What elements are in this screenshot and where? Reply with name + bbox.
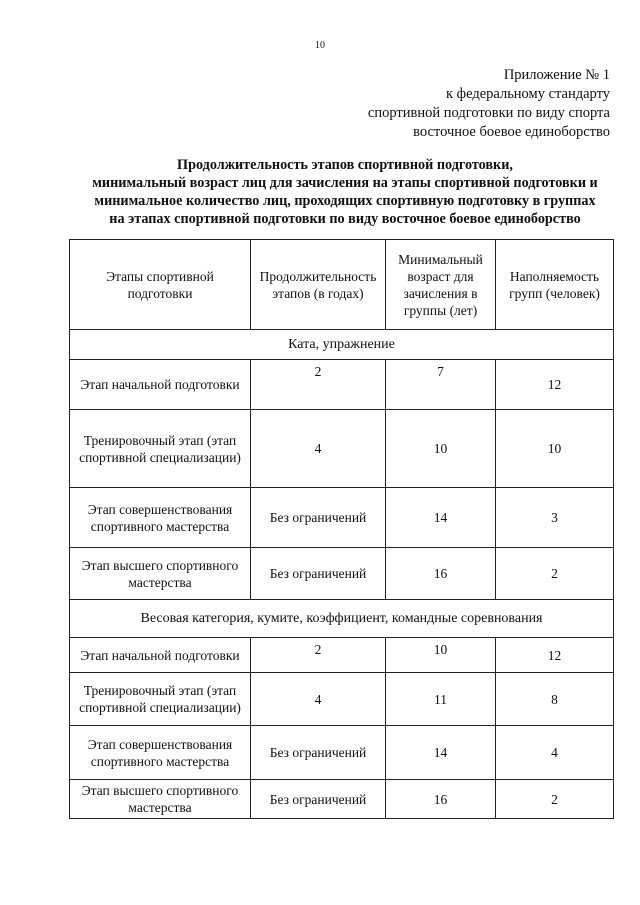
- table-row: [70, 673, 614, 726]
- cell-group-size: 4: [496, 726, 614, 780]
- cell-duration: Без ограничений: [251, 548, 386, 600]
- appendix-line: восточное боевое единоборство: [413, 124, 610, 140]
- table-row: [70, 780, 614, 819]
- cell-stage: Тренировочный этап (этап спортивной специализации): [70, 673, 251, 726]
- table-row: [70, 360, 614, 410]
- title-line: минимальное количество лиц, проходящих спортивную подготовку в группах: [94, 193, 596, 209]
- cell-group-size: 12: [496, 360, 614, 410]
- cell-stage: Этап начальной подготовки: [70, 638, 251, 673]
- cell-group-size: 2: [496, 548, 614, 600]
- cell-min-age: 10: [386, 638, 496, 673]
- section-title: Ката, упражнение: [70, 330, 614, 360]
- section-row: [70, 330, 614, 360]
- table-row: [70, 638, 614, 673]
- header-min-age: Минимальный возраст для зачисления в группы (лет): [386, 240, 496, 330]
- cell-stage: Этап высшего спортивного мастерства: [70, 780, 251, 819]
- cell-stage: Этап совершенствования спортивного мастерства: [70, 726, 251, 780]
- cell-stage: Этап высшего спортивного мастерства: [70, 548, 251, 600]
- table-row: [70, 410, 614, 488]
- section-row: [70, 600, 614, 638]
- appendix-line: к федеральному стандарту: [446, 86, 610, 102]
- cell-group-size: 3: [496, 488, 614, 548]
- cell-duration: 4: [251, 410, 386, 488]
- cell-min-age: 14: [386, 488, 496, 548]
- cell-group-size: 12: [496, 638, 614, 673]
- cell-group-size: 8: [496, 673, 614, 726]
- header-stage: Этапы спортивной подготовки: [70, 240, 251, 330]
- cell-stage: Этап начальной подготовки: [70, 360, 251, 410]
- header-duration: Продолжительность этапов (в годах): [251, 240, 386, 330]
- table-row: [70, 726, 614, 780]
- table-header-row: [70, 240, 614, 330]
- appendix-block: [280, 66, 610, 142]
- table-row: [70, 548, 614, 600]
- training-stages-table: [69, 239, 614, 819]
- cell-min-age: 16: [386, 548, 496, 600]
- title-line: Продолжительность этапов спортивной подготовки,: [177, 157, 513, 173]
- cell-min-age: 7: [386, 360, 496, 410]
- cell-duration: 4: [251, 673, 386, 726]
- cell-duration: Без ограничений: [251, 488, 386, 548]
- cell-group-size: 10: [496, 410, 614, 488]
- header-group-size: Наполняемость групп (человек): [496, 240, 614, 330]
- cell-duration: Без ограничений: [251, 780, 386, 819]
- appendix-line: Приложение № 1: [503, 67, 610, 83]
- appendix-line: спортивной подготовки по виду спорта: [367, 105, 610, 121]
- cell-stage: Тренировочный этап (этап спортивной специализации): [70, 410, 251, 488]
- cell-duration: 2: [251, 360, 386, 410]
- section-title: Весовая категория, кумите, коэффициент, командные соревнования: [70, 600, 614, 638]
- table-row: [70, 488, 614, 548]
- cell-stage: Этап совершенствования спортивного мастерства: [70, 488, 251, 548]
- cell-duration: Без ограничений: [251, 726, 386, 780]
- title-line: на этапах спортивной подготовки по виду восточное боевое единоборство: [109, 211, 581, 227]
- cell-min-age: 14: [386, 726, 496, 780]
- title-line: минимальный возраст лиц для зачисления на этапы спортивной подготовки и: [92, 175, 598, 191]
- page-number: 10: [315, 40, 325, 51]
- cell-duration: 2: [251, 638, 386, 673]
- cell-min-age: 11: [386, 673, 496, 726]
- cell-min-age: 16: [386, 780, 496, 819]
- cell-group-size: 2: [496, 780, 614, 819]
- document-title: [40, 156, 640, 228]
- cell-min-age: 10: [386, 410, 496, 488]
